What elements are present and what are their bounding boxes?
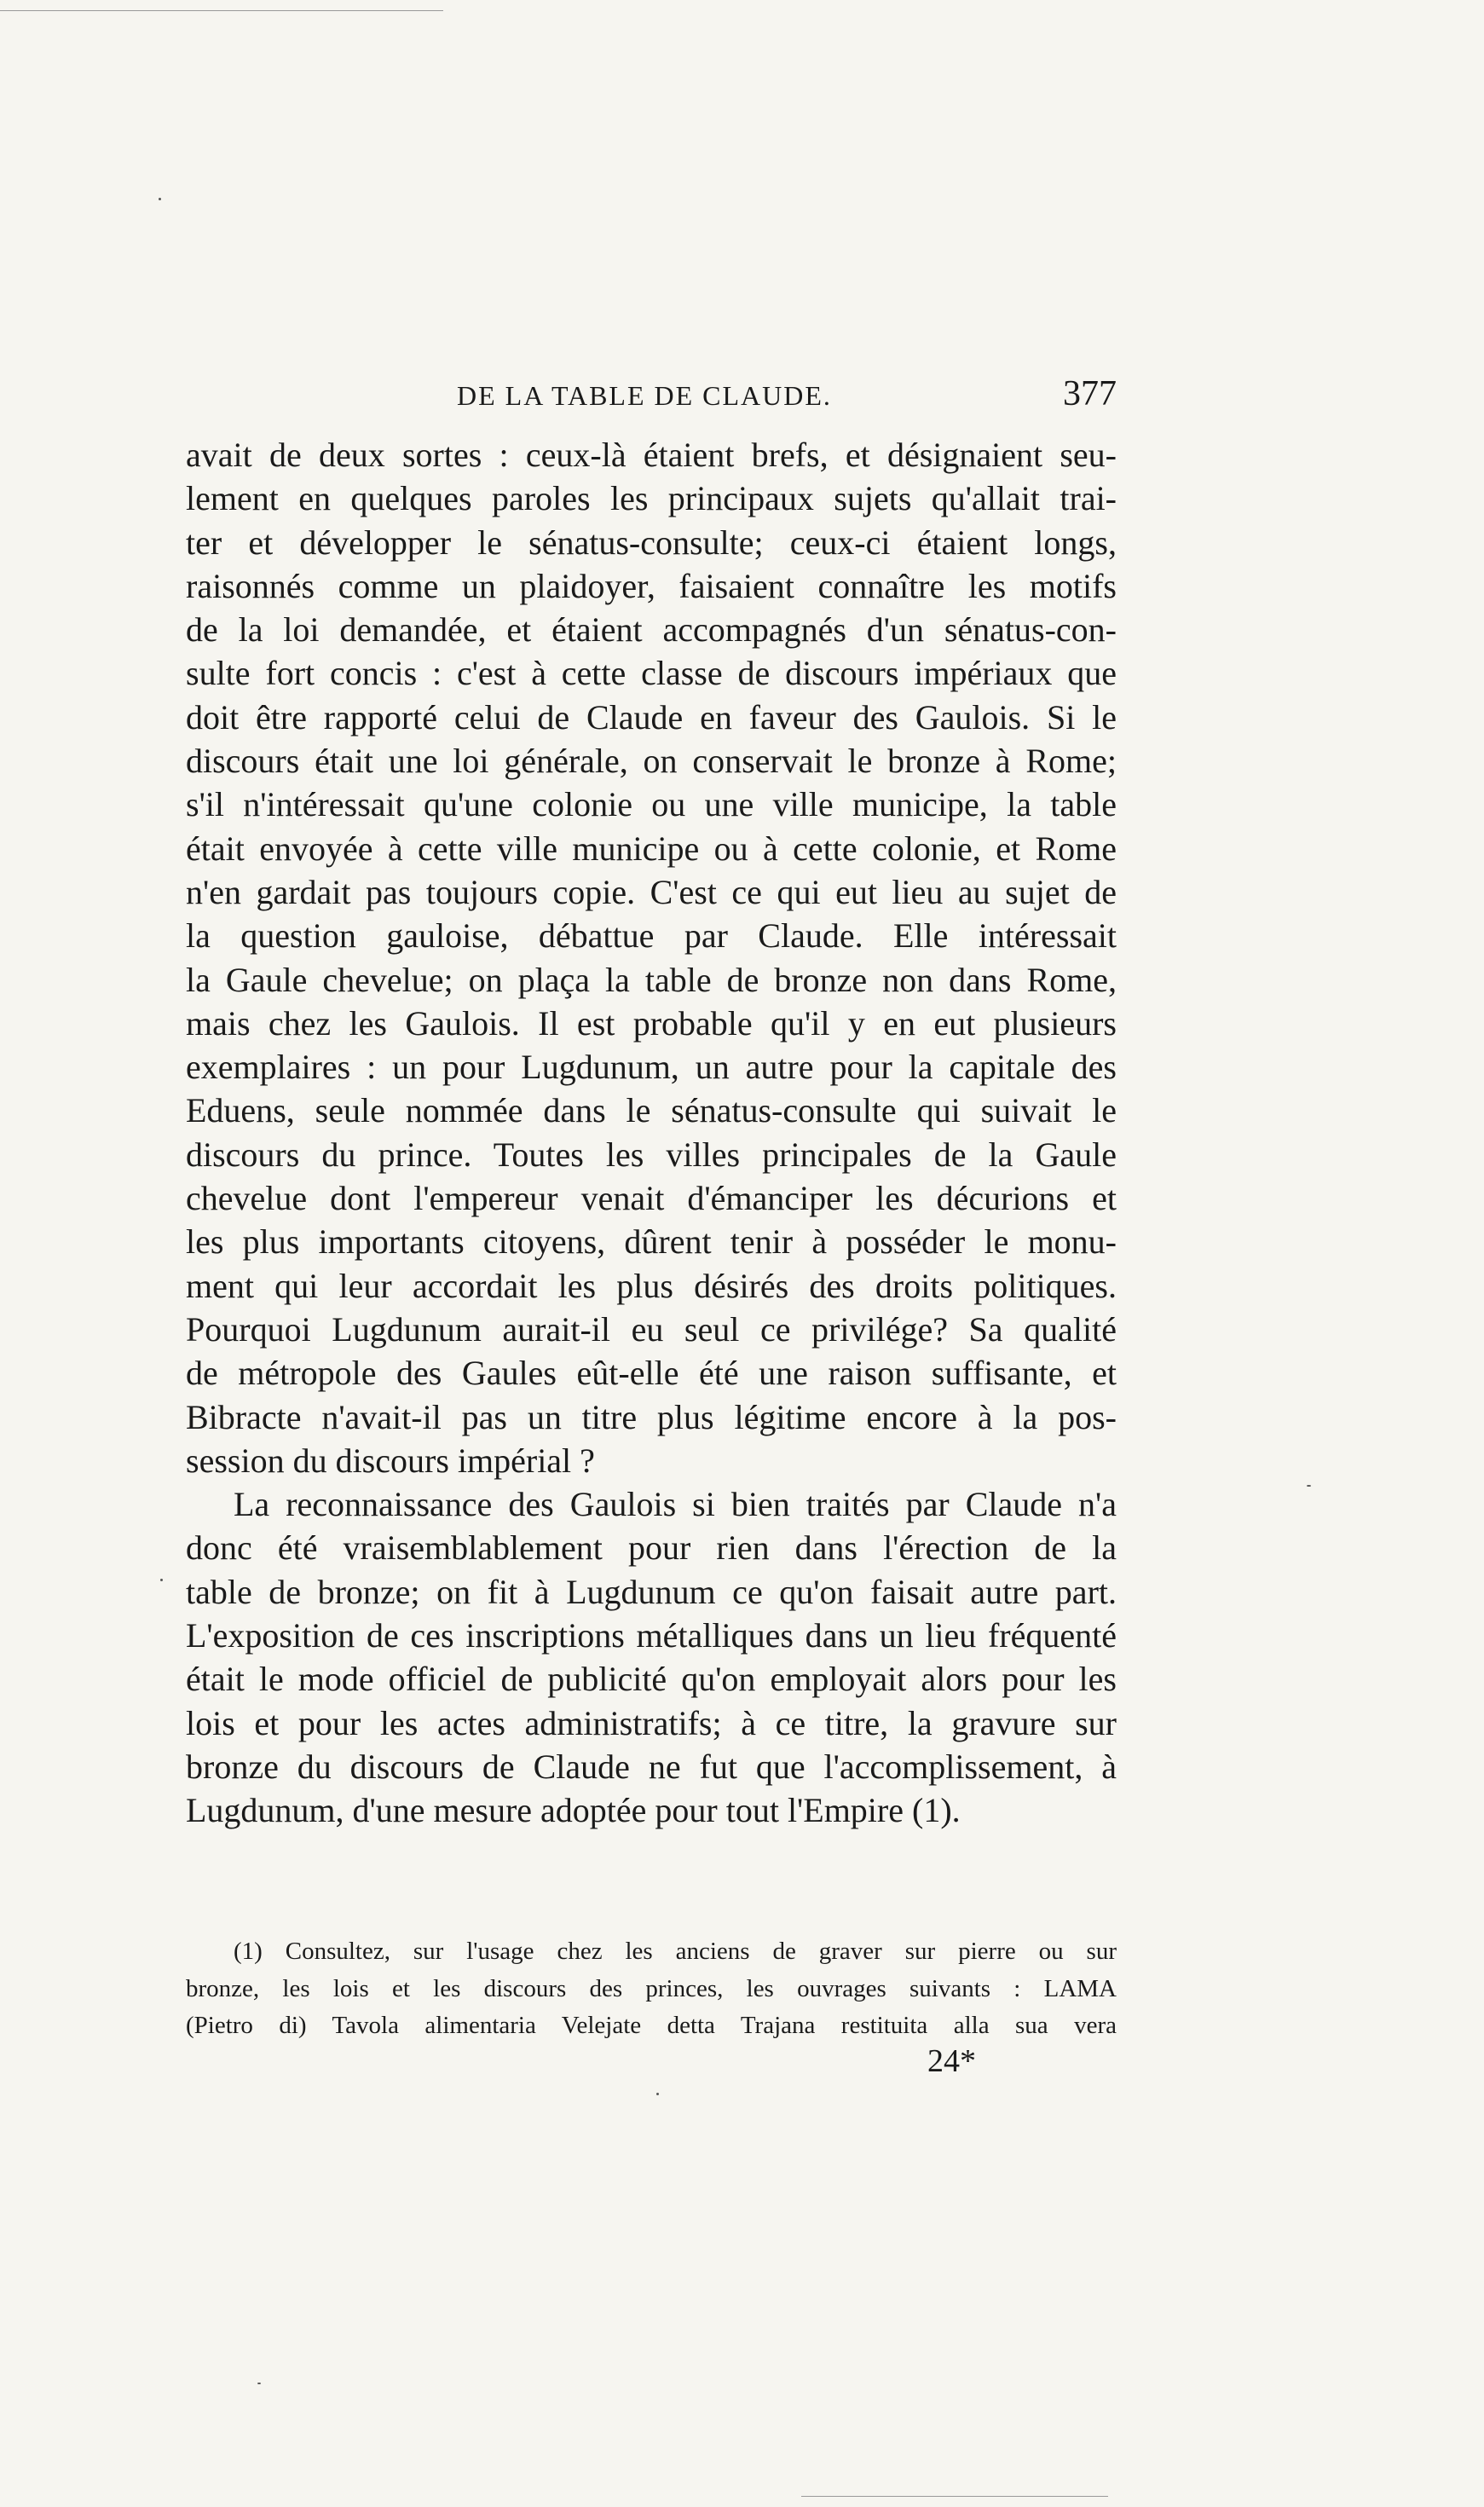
page-number: 377 (1063, 374, 1117, 413)
text-line: la question gauloise, débattue par Claude. Elle intéressait (186, 916, 1117, 956)
text-line: bronze du discours de Claude ne fut que l'accomplissement, à (186, 1747, 1117, 1786)
scan-edge-line (801, 2496, 1108, 2497)
text-line: avait de deux sortes : ceux-là étaient brefs, et désignaient seu- (186, 436, 1117, 474)
footnote-line: (1) Consultez, sur l'usage chez les anciens de graver sur pierre ou sur (234, 1938, 1117, 1965)
footnote-line: bronze, les lois et les discours des princes, les ouvrages suivants : LAMA (186, 1974, 1117, 2002)
text-line: discours était une loi générale, on conservait le bronze à Rome; (186, 742, 1117, 781)
footnote-line: (Pietro di) Tavola alimentaria Velejate detta Trajana restituita alla sua vera (186, 2012, 1117, 2039)
text-line: session du discours impérial ? (186, 1441, 595, 1480)
signature-mark: 24* (927, 2043, 976, 2079)
scan-speck (257, 2383, 261, 2384)
text-line: lement en quelques paroles les principaux sujets qu'allait trai- (186, 479, 1117, 518)
text-line: raisonnés comme un plaidoyer, faisaient connaître les motifs (186, 566, 1117, 605)
text-line: Lugdunum, d'une mesure adoptée pour tout l'Empire (1). (186, 1791, 961, 1830)
text-line: de la loi demandée, et étaient accompagnés d'un sénatus-con- (186, 610, 1117, 650)
text-line: n'en gardait pas toujours copie. C'est ce qui eut lieu au sujet de (186, 872, 1117, 911)
scan-speck (159, 198, 161, 200)
scan-speck (656, 2093, 659, 2095)
text-line: était le mode officiel de publicité qu'on employait alors pour les (186, 1660, 1117, 1699)
scan-speck (1307, 1485, 1311, 1487)
text-line: les plus importants citoyens, dûrent tenir à posséder le monu- (186, 1222, 1117, 1262)
text-line: exemplaires : un pour Lugdunum, un autre pour la capitale des (186, 1048, 1117, 1087)
text-line: de métropole des Gaules eût-elle été une raison suffisante, et (186, 1354, 1117, 1393)
text-line: la Gaule chevelue; on plaça la table de bronze non dans Rome, (186, 960, 1117, 999)
text-line: mais chez les Gaulois. Il est probable qu'il y en eut plusieurs (186, 1003, 1117, 1043)
text-line: ter et développer le sénatus-consulte; ceux-ci étaient longs, (186, 523, 1117, 562)
page-header (186, 373, 1117, 425)
text-line: chevelue dont l'empereur venait d'émanciper les décurions et (186, 1179, 1117, 1218)
text-line: lois et pour les actes administratifs; à ce titre, la gravure sur (186, 1703, 1117, 1742)
text-line: Eduens, seule nommée dans le sénatus-consulte qui suivait le (186, 1091, 1117, 1130)
text-line: donc été vraisemblablement pour rien dans l'érection de la (186, 1528, 1117, 1568)
text-line: s'il n'intéressait qu'une colonie ou une ville municipe, la table (186, 785, 1117, 824)
body-text (186, 433, 1117, 1833)
text-line: table de bronze; on fit à Lugdunum ce qu'on faisait autre part. (186, 1572, 1117, 1611)
text-line: discours du prince. Toutes les villes principales de la Gaule (186, 1135, 1117, 1174)
footnote (186, 1933, 1117, 2045)
text-line: doit être rapporté celui de Claude en faveur des Gaulois. Si le (186, 697, 1117, 737)
text-line: ment qui leur accordait les plus désirés des droits politiques. (186, 1266, 1117, 1305)
text-line: La reconnaissance des Gaulois si bien traités par Claude n'a (234, 1485, 1117, 1524)
text-line: Pourquoi Lugdunum aurait-il eu seul ce privilége? Sa qualité (186, 1309, 1117, 1349)
running-title: DE LA TABLE DE CLAUDE. (457, 380, 832, 411)
text-line: L'exposition de ces inscriptions métalliques dans un lieu fréquenté (186, 1616, 1117, 1655)
text-line: sulte fort concis : c'est à cette classe de discours impériaux que (186, 654, 1117, 693)
scan-speck (160, 1579, 163, 1581)
scan-edge-line (0, 10, 443, 11)
text-line: était envoyée à cette ville municipe ou à cette colonie, et Rome (186, 829, 1117, 868)
text-line: Bibracte n'avait-il pas un titre plus légitime encore à la pos- (186, 1397, 1117, 1436)
